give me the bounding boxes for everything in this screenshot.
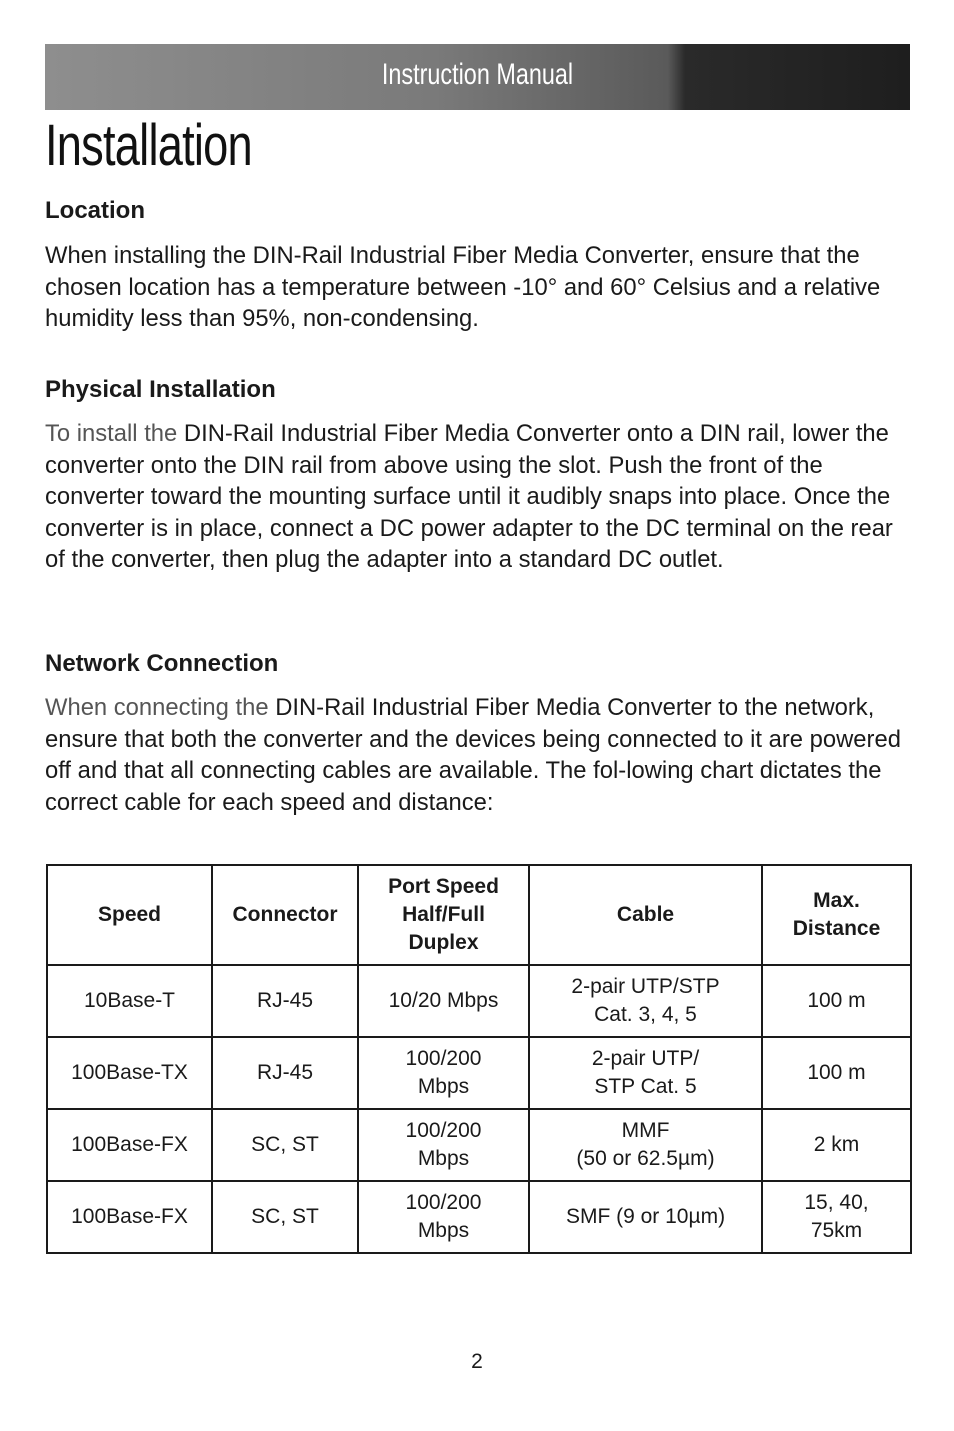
cable-spec-table <box>46 864 912 1254</box>
cell-cable: 2-pair UTP/ STP Cat. 5 <box>529 1037 762 1109</box>
network-connection-paragraph <box>45 692 913 818</box>
header-max-distance: Max. Distance <box>762 865 911 965</box>
cell-connector: RJ-45 <box>212 965 358 1037</box>
cell-cable: MMF (50 or 62.5µm) <box>529 1109 762 1181</box>
table-row <box>47 1037 911 1109</box>
location-heading: Location <box>45 197 145 224</box>
cell-connector: SC, ST <box>212 1109 358 1181</box>
cell-speed: 100Base-TX <box>47 1037 212 1109</box>
cell-cable: 2-pair UTP/STP Cat. 3, 4, 5 <box>529 965 762 1037</box>
header-bar <box>45 44 910 110</box>
cell-distance: 100 m <box>762 965 911 1037</box>
cell-port-speed: 100/200 Mbps <box>358 1181 529 1253</box>
cell-speed: 100Base-FX <box>47 1109 212 1181</box>
page-title: Installation <box>45 113 252 178</box>
header-cable: Cable <box>529 865 762 965</box>
header-connector: Connector <box>212 865 358 965</box>
physical-installation-paragraph <box>45 418 913 576</box>
cell-distance: 15, 40, 75km <box>762 1181 911 1253</box>
cell-port-speed: 100/200 Mbps <box>358 1109 529 1181</box>
location-paragraph: When installing the DIN-Rail Industrial Fiber Media Converter, ensure that the chosen location has a temperature between -10° and 60° Celsius and a relative humidity less than 95%, non-condensing. <box>45 242 881 332</box>
table-header-row <box>47 865 911 965</box>
table-row <box>47 1109 911 1181</box>
network-connection-body: DIN-Rail Industrial Fiber Media Converter to the network, ensure that both the converter and the devices being connected to it are powered off and that all connecting cables are available. The fol-lowing chart dictates the correct cable for each speed and distance: <box>45 694 901 816</box>
cell-distance: 100 m <box>762 1037 911 1109</box>
cell-connector: SC, ST <box>212 1181 358 1253</box>
header-port-speed: Port Speed Half/Full Duplex <box>358 865 529 965</box>
header-speed: Speed <box>47 865 212 965</box>
cell-connector: RJ-45 <box>212 1037 358 1109</box>
table-row <box>47 1181 911 1253</box>
cell-port-speed: 10/20 Mbps <box>358 965 529 1037</box>
cell-distance: 2 km <box>762 1109 911 1181</box>
cell-speed: 100Base-FX <box>47 1181 212 1253</box>
physical-installation-heading: Physical Installation <box>45 376 276 403</box>
network-connection-lead: When connecting the <box>45 694 269 721</box>
cell-speed: 10Base-T <box>47 965 212 1037</box>
cell-cable: SMF (9 or 10µm) <box>529 1181 762 1253</box>
cell-port-speed: 100/200 Mbps <box>358 1037 529 1109</box>
table-row <box>47 965 911 1037</box>
physical-installation-body: DIN-Rail Industrial Fiber Media Converter onto a DIN rail, lower the converter onto the DIN rail from above using the slot. Push the front of the converter toward the mounting surface until it audibly snaps into place. Once the converter is in place, connect a DC power adapter to the DC terminal on the rear of the converter, then plug the adapter into a standard DC outlet. <box>45 420 893 573</box>
physical-installation-lead: To install the <box>45 420 178 447</box>
network-connection-heading: Network Connection <box>45 650 279 677</box>
page-number: 2 <box>471 1350 483 1373</box>
header-title: Instruction Manual <box>381 58 574 91</box>
